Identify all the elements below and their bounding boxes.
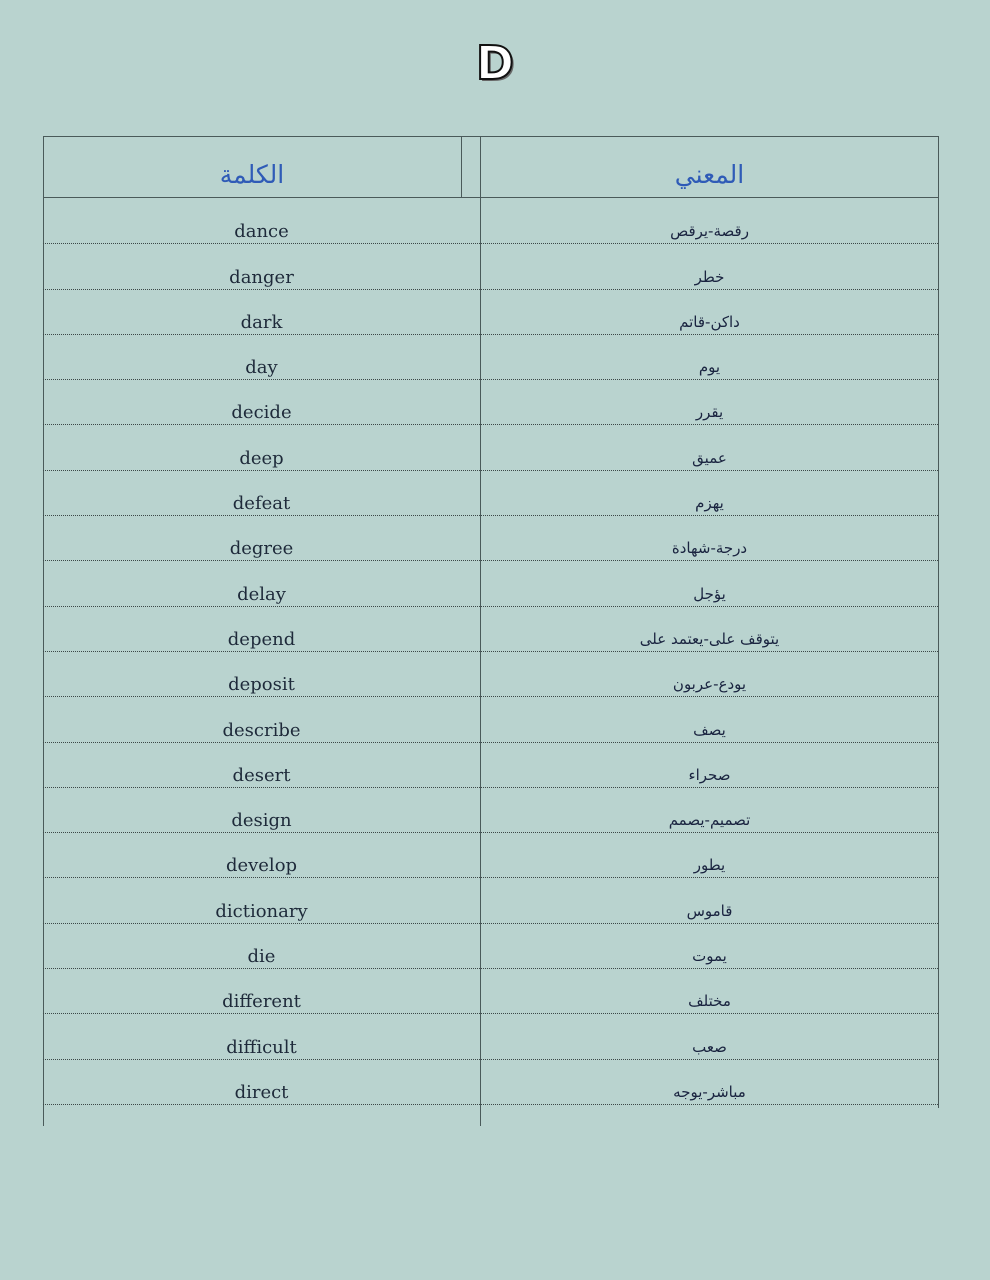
- word-cell: deposit: [228, 674, 295, 696]
- word-cell: different: [222, 991, 301, 1013]
- table-row: [43, 1060, 938, 1105]
- table-row: [43, 833, 938, 878]
- meaning-cell: يقرر: [695, 403, 724, 422]
- meaning-cell: يصف: [693, 720, 726, 739]
- meaning-cell: رقصة-يرقص: [670, 222, 749, 241]
- table-row: [43, 878, 938, 923]
- table-row: [43, 652, 938, 697]
- table-row: [43, 743, 938, 788]
- table-row: [43, 335, 938, 380]
- word-cell: dictionary: [215, 900, 308, 922]
- table-row: [43, 969, 938, 1014]
- word-cell: deep: [239, 447, 284, 469]
- meaning-cell: درجة-شهادة: [671, 539, 748, 558]
- table-row: [43, 244, 938, 289]
- meaning-cell: يودع-عربون: [672, 675, 747, 694]
- section-letter-heading: D: [475, 36, 515, 90]
- word-cell: decide: [231, 402, 292, 424]
- header-word: الكلمة: [219, 160, 285, 189]
- word-cell: danger: [229, 266, 294, 288]
- table-row: [43, 199, 938, 244]
- meaning-cell: تصميم-يصمم: [668, 811, 751, 830]
- meaning-cell: يهزم: [695, 494, 724, 513]
- word-cell: describe: [222, 719, 301, 741]
- meaning-cell: صحراء: [688, 765, 731, 784]
- word-cell: direct: [234, 1081, 289, 1103]
- word-cell: die: [247, 946, 276, 968]
- meaning-cell: يؤجل: [693, 584, 726, 603]
- word-cell: design: [231, 810, 292, 832]
- meaning-cell: عميق: [692, 448, 727, 467]
- meaning-cell: يموت: [692, 947, 727, 966]
- header-meaning: المعني: [674, 160, 745, 189]
- table-row: [43, 380, 938, 425]
- meaning-cell: مختلف: [688, 992, 731, 1011]
- table-body: [43, 199, 938, 1105]
- table-header: [43, 136, 938, 198]
- table-row: [43, 788, 938, 833]
- word-cell: dark: [240, 311, 283, 333]
- word-cell: degree: [229, 538, 294, 560]
- meaning-cell: صعب: [692, 1037, 727, 1056]
- meaning-cell: يوم: [698, 358, 721, 377]
- word-cell: desert: [232, 764, 291, 786]
- word-cell: dance: [234, 221, 289, 243]
- table-row: [43, 471, 938, 516]
- meaning-cell: قاموس: [686, 901, 733, 920]
- meaning-cell: خطر: [694, 267, 725, 286]
- table-row: [43, 425, 938, 470]
- vocabulary-table: [43, 136, 939, 1126]
- table-row: [43, 697, 938, 742]
- meaning-cell: داكن-قاتم: [679, 312, 740, 331]
- table-row: [43, 1014, 938, 1059]
- word-cell: depend: [227, 628, 296, 650]
- word-cell: difficult: [226, 1036, 297, 1058]
- table-right-border: [938, 136, 939, 1108]
- meaning-cell: يتوقف على-يعتمد على: [639, 629, 780, 648]
- word-cell: develop: [225, 855, 298, 877]
- table-row: [43, 607, 938, 652]
- word-cell: delay: [237, 583, 286, 605]
- table-row: [43, 290, 938, 335]
- word-cell: defeat: [232, 493, 291, 515]
- meaning-cell: يطور: [693, 856, 726, 875]
- table-row: [43, 516, 938, 561]
- table-row: [43, 561, 938, 606]
- word-cell: day: [245, 357, 278, 379]
- meaning-cell: مباشر-يوجه: [673, 1082, 746, 1101]
- table-row: [43, 924, 938, 969]
